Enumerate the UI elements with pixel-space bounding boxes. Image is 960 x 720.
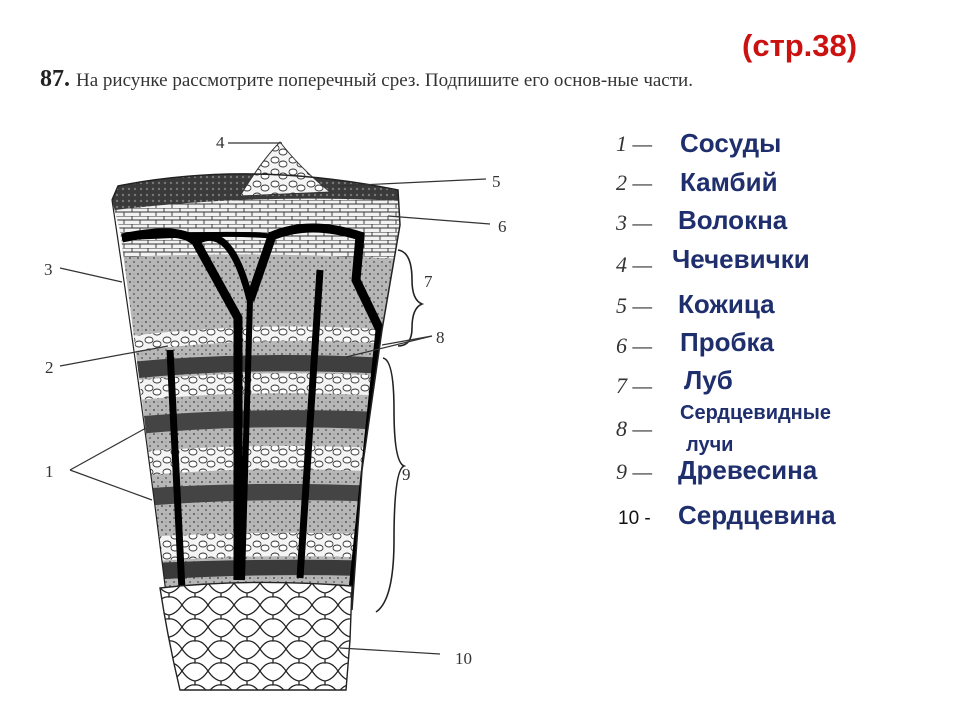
answer-number-9: 9 —	[616, 459, 653, 484]
answer-label-3: Волокна	[678, 205, 788, 235]
diagram-label-6: 6	[498, 217, 507, 236]
answer-number-10: 10 -	[618, 508, 651, 529]
diagram-label-7: 7	[424, 272, 433, 291]
diagram-label-9: 9	[402, 465, 411, 484]
answer-number-5: 5 —	[616, 293, 653, 318]
answer-label-8: Сердцевидные	[680, 402, 831, 424]
answer-number-3: 3 —	[616, 210, 653, 235]
answer-label-10: Сердцевина	[678, 500, 836, 530]
diagram-label-4: 4	[216, 133, 225, 152]
diagram-label-10: 10	[455, 649, 472, 668]
diagram-label-1: 1	[45, 462, 54, 481]
answer-label-6: Пробка	[680, 327, 774, 357]
answer-number-1: 1 —	[616, 131, 653, 156]
diagram-label-5: 5	[492, 172, 501, 191]
answer-number-8: 8 —	[616, 416, 653, 441]
answer-label-5: Кожица	[678, 289, 775, 319]
answer-label-7: Луб	[684, 365, 733, 395]
diagram-label-3: 3	[44, 260, 53, 279]
answer-number-4: 4 —	[616, 252, 653, 277]
answer-label-9: Древесина	[678, 455, 818, 485]
diagram-label-8: 8	[436, 328, 445, 347]
answer-number-7: 7 —	[616, 373, 653, 398]
diagram-label-2: 2	[45, 358, 54, 377]
answer-label-2: Камбий	[680, 167, 778, 197]
task-number: 87.	[40, 66, 70, 92]
answer-label-4: Чечевички	[672, 244, 810, 274]
answer-label-8-line2: лучи	[686, 434, 734, 456]
task-instruction: На рисунке рассмотрите поперечный срез. Подпишите его основ-ные части.	[76, 70, 693, 91]
answer-label-1: Сосуды	[680, 128, 782, 158]
page-reference: (стр.38)	[742, 28, 858, 63]
answer-number-2: 2 —	[616, 170, 653, 195]
answer-number-6: 6 —	[616, 333, 653, 358]
